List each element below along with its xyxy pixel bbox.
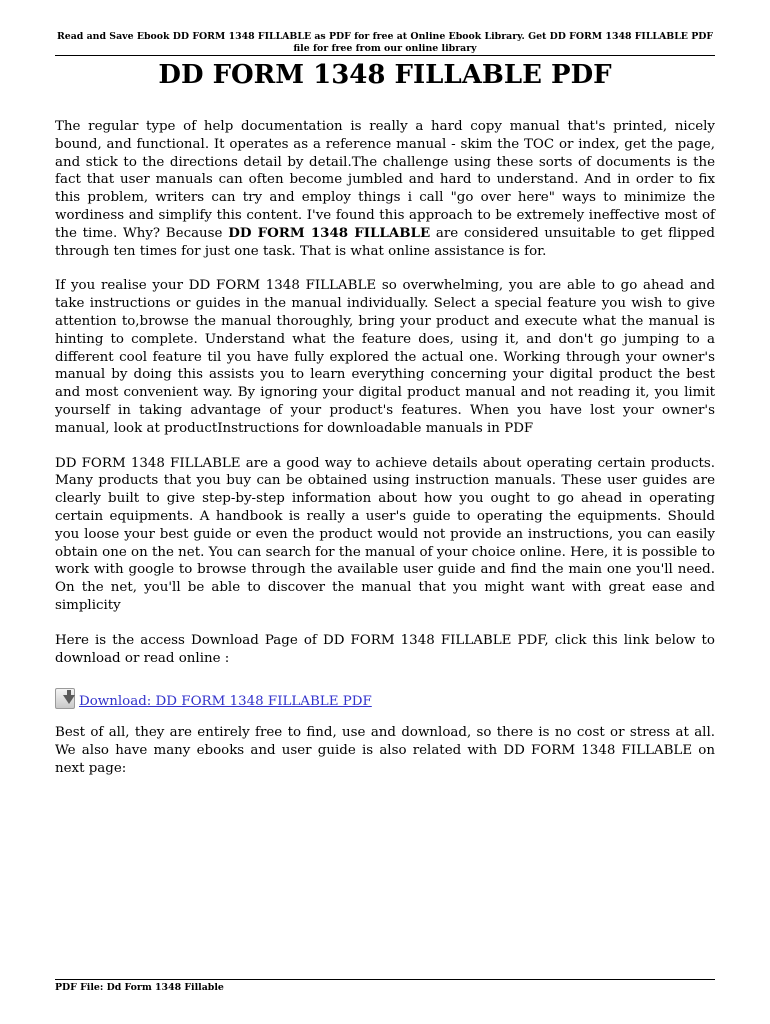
download-row — [55, 684, 715, 710]
paragraph-3: DD FORM 1348 FILLABLE are a good way to achieve details about operating certain products. Many products that you buy can be obtained using instruction manuals. These user guides are clearly built to give step-by-step information about how you ought to go ahead in operating certain equipments. A handbook is really a user's guide to operating the equipments. Should you loose your best guide or even the product would not provide an instructions, you can easily obtain one on the net. You can search for the manual of your choice online. Here, it is possible to work with google to browse through the available user guide and find the main one you'll need. On the net, you'll be able to discover the manual that you might want with great ease and simplicity — [55, 455, 716, 613]
download-icon-arrow — [63, 695, 75, 704]
page-title: DD FORM 1348 FILLABLE PDF — [158, 60, 612, 90]
paragraph-4: Here is the access Download Page of DD FORM 1348 FILLABLE PDF, click this link below to download or read online : — [55, 632, 715, 666]
paragraph-1 — [55, 118, 715, 260]
paragraph-2: If you realise your DD FORM 1348 FILLABLE so overwhelming, you are able to go ahead and take instructions or guides in the manual individually. Select a special feature you wish to give attention to,browse the manual thoroughly, bring your product and execute what the manual is hinting to complete. Understand what the feature does, using it, and don't go jumping to a different cool feature til you have fully explored the actual one. Working through your owner's manual by doing this assists you to learn everything concerning your digital product the best and most convenient way. By ignoring your digital product manual and not reading it, you limit yourself in taking advantage of your product's features. When you have lost your owner's manual, look at productInstructions for downloadable manuals in PDF — [55, 278, 715, 436]
download-icon[interactable] — [55, 688, 77, 710]
paragraph-1-bold: DD FORM 1348 FILLABLE — [228, 224, 431, 241]
footer-divider — [55, 979, 715, 980]
header-divider — [55, 55, 715, 56]
header-note: Read and Save Ebook DD FORM 1348 FILLABLE as PDF for free at Online Ebook Library. Get DD FORM 1348 FILLABLE PDF file for free from our online library — [56, 31, 714, 54]
paragraph-1-text-a: The regular type of help documentation is really a hard copy manual that's printed, nicely bound, and functional. It operates as a reference manual - skim the TOC or index, get the page, and stick to the directions detail by detail.The challenge using these sorts of documents is the fact that user manuals can often become jumbled and hard to understand. And in order to fix this problem, writers can try and employ things i call "go over here" ways to minimize the wordiness and simplify this content. I've found this approach to be extremely ineffective most of the time. Why? Because — [55, 119, 715, 241]
footer-note: PDF File: Dd Form 1348 Fillable — [55, 982, 224, 993]
download-link[interactable]: Download: DD FORM 1348 FILLABLE PDF — [79, 694, 372, 710]
document-page — [55, 0, 715, 1024]
paragraph-5: Best of all, they are entirely free to find, use and download, so there is no cost or stress at all. We also have many ebooks and user guide is also related with DD FORM 1348 FILLABLE on next page: — [55, 725, 715, 776]
paragraph-1-text-b: are considered unsuitable to get flipped through ten times for just one task. That is what online assistance is for. — [55, 225, 715, 259]
document-body — [55, 118, 715, 795]
